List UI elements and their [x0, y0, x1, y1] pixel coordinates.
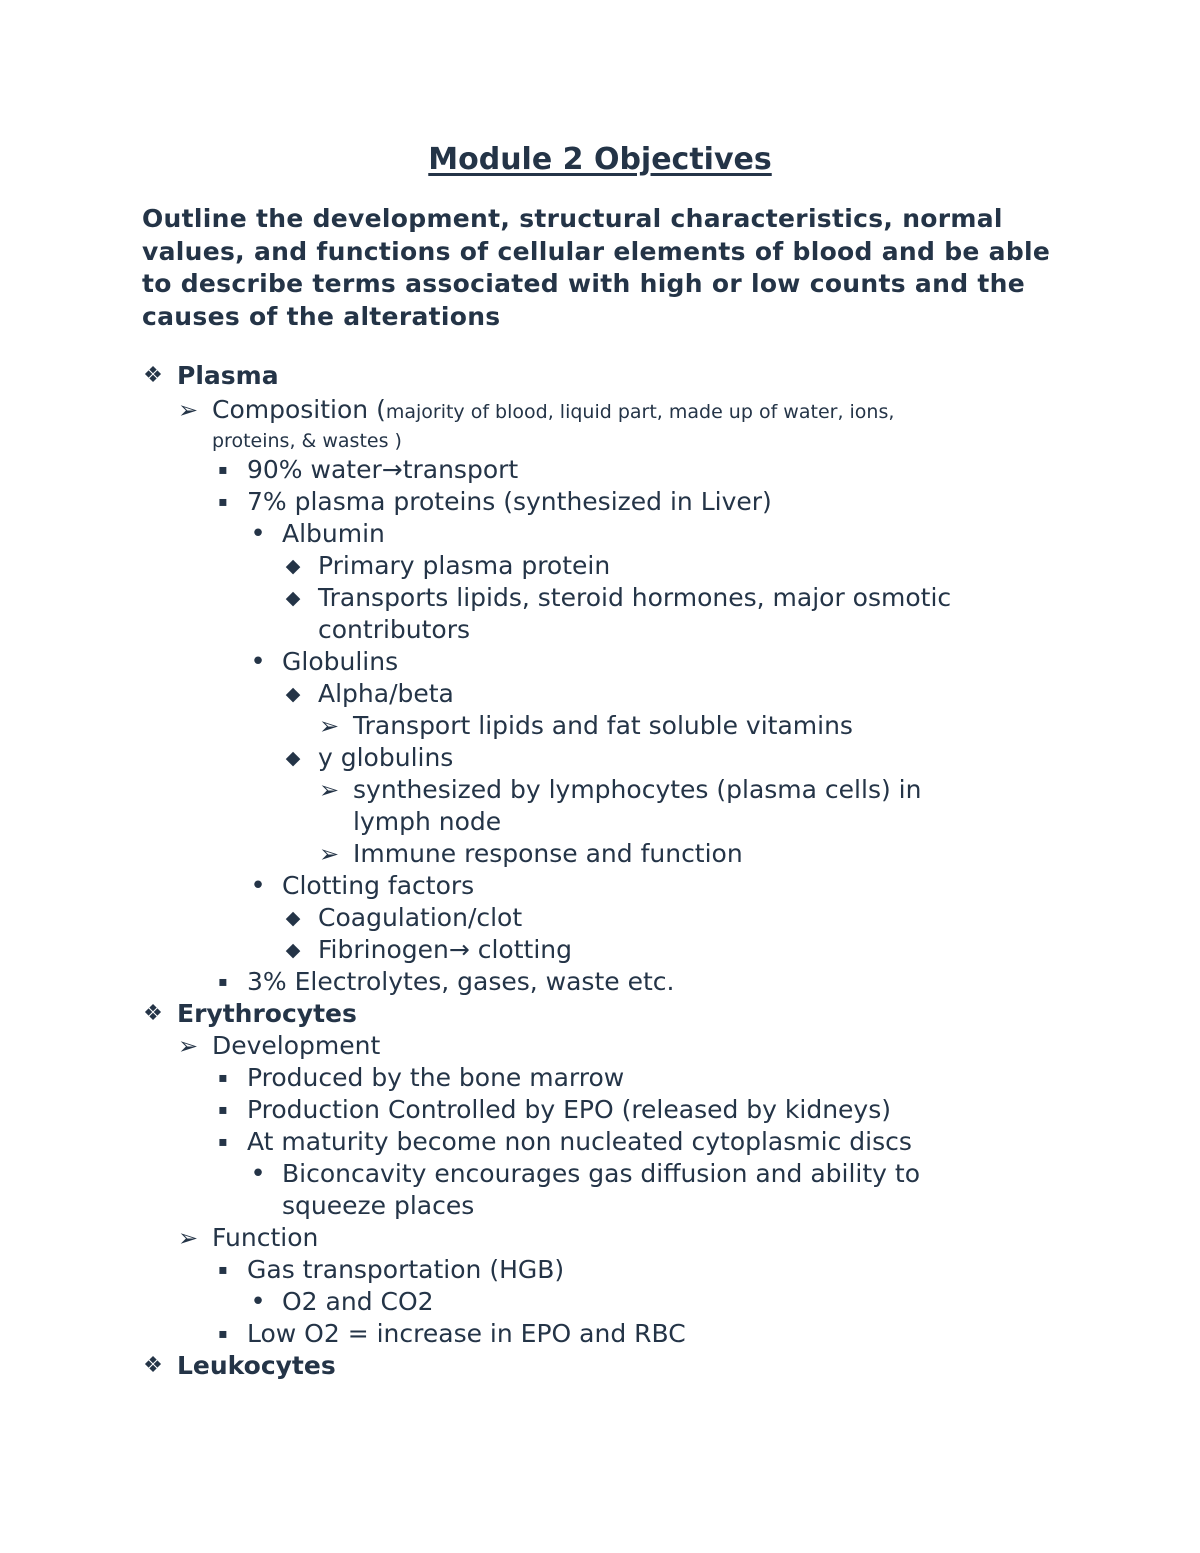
heading-label: Plasma: [177, 361, 279, 390]
list-item-development: [0, 1030, 1200, 1062]
list-item-text: 7% plasma proteins (synthesized in Liver): [247, 487, 772, 516]
list-item-text: Production Controlled by EPO (released by kidneys): [247, 1095, 892, 1124]
arrowhead-bullet-icon: ➢: [177, 1032, 199, 1060]
list-item-text: Coagulation/clot: [318, 903, 523, 932]
list-item-primary-plasma-protein: [0, 550, 1200, 582]
square-bullet-icon: ▪: [218, 1262, 228, 1278]
square-bullet-icon: ▪: [218, 1070, 228, 1086]
list-item-alpha-beta: [0, 678, 1200, 710]
square-bullet-icon: ▪: [218, 1102, 228, 1118]
list-item-synthesized-by-lymphocytes: [0, 774, 1200, 838]
list-item-text: Function: [212, 1223, 319, 1252]
list-item-transports-lipids: [0, 582, 1200, 646]
list-item-fibrinogen: [0, 934, 1200, 966]
square-bullet-icon: ▪: [218, 494, 228, 510]
list-item-electrolytes: [0, 966, 1200, 998]
diamond-bullet-icon: ◆: [285, 683, 301, 705]
list-item-bone-marrow: [0, 1062, 1200, 1094]
list-item-y-globulins: [0, 742, 1200, 774]
dot-bullet-icon: •: [250, 1159, 266, 1189]
list-item-coagulation: [0, 902, 1200, 934]
arrowhead-bullet-icon: ➢: [318, 840, 340, 868]
list-item-text: Albumin: [282, 519, 385, 548]
dot-bullet-icon: •: [250, 519, 266, 549]
list-item-immune-response: [0, 838, 1200, 870]
list-item-text: At maturity become non nucleated cytoplasmic discs: [247, 1127, 912, 1156]
outline-list: [0, 360, 1200, 1382]
list-item-plasma-proteins: [0, 486, 1200, 518]
list-item-text: Immune response and function: [353, 839, 743, 868]
list-item-globulins: [0, 646, 1200, 678]
list-item-text: Produced by the bone marrow: [247, 1063, 625, 1092]
list-item-text: Gas transportation (HGB): [247, 1255, 565, 1284]
list-item-gas-transportation: [0, 1254, 1200, 1286]
arrowhead-bullet-icon: ➢: [177, 1224, 199, 1252]
list-item-text: Biconcavity encourages gas diffusion and ability to squeeze places: [282, 1159, 921, 1220]
list-item-text: Development: [212, 1031, 381, 1060]
page-title: Module 2 Objectives: [428, 142, 772, 177]
arrowhead-bullet-icon: ➢: [177, 396, 199, 424]
square-bullet-icon: ▪: [218, 974, 228, 990]
diamond-bullet-icon: ◆: [285, 555, 301, 577]
list-item-text: Alpha/beta: [318, 679, 454, 708]
outline-heading-plasma: [0, 360, 1200, 392]
list-item-text: Fibrinogen→ clotting: [318, 935, 572, 964]
list-item-text: Clotting factors: [282, 871, 475, 900]
list-item-text: 3% Electrolytes, gases, waste etc.: [247, 967, 675, 996]
heading-label: Erythrocytes: [177, 999, 357, 1028]
list-item-low-o2: [0, 1318, 1200, 1350]
list-item-text: O2 and CO2: [282, 1287, 434, 1316]
list-item-clotting-factors: [0, 870, 1200, 902]
composition-text: [0, 394, 972, 454]
list-item-text: y globulins: [318, 743, 454, 772]
list-item-text: synthesized by lymphocytes (plasma cells) in lymph node: [353, 775, 922, 836]
list-item-albumin: [0, 518, 1200, 550]
list-item-water: [0, 454, 1200, 486]
dot-bullet-icon: •: [250, 871, 266, 901]
square-bullet-icon: ▪: [218, 462, 228, 478]
dot-bullet-icon: •: [250, 647, 266, 677]
square-bullet-icon: ▪: [218, 1326, 228, 1342]
list-item-composition: [0, 394, 1200, 454]
diamond-bullet-icon: ◆: [285, 747, 301, 769]
arrowhead-bullet-icon: ➢: [318, 712, 340, 740]
list-item-maturity: [0, 1126, 1200, 1158]
composition-note-continued: proteins, & wastes ): [212, 430, 402, 452]
arrowhead-bullet-icon: ➢: [318, 776, 340, 804]
objective-paragraph: Outline the development, structural characteristics, normal values, and functions of cellular elements of blood and be able to describe terms associated with high or low counts and the causes of the alterations: [142, 204, 1051, 331]
diamond-bullet-icon: ◆: [285, 939, 301, 961]
list-item-text: Transports lipids, steroid hormones, major osmotic contributors: [318, 583, 952, 644]
square-bullet-icon: ▪: [218, 1134, 228, 1150]
list-item-o2-co2: [0, 1286, 1200, 1318]
list-item-function: [0, 1222, 1200, 1254]
diamond-bullet-icon: ❖: [143, 1001, 163, 1026]
dot-bullet-icon: •: [250, 1287, 266, 1317]
list-item-text: Low O2 = increase in EPO and RBC: [247, 1319, 686, 1348]
heading-label: Leukocytes: [177, 1351, 336, 1380]
diamond-bullet-icon: ◆: [285, 587, 301, 609]
diamond-bullet-icon: ❖: [143, 1353, 163, 1378]
composition-label: Composition (: [212, 395, 386, 424]
list-item-biconcavity: [0, 1158, 1200, 1222]
list-item-epo-control: [0, 1094, 1200, 1126]
list-item-text: Transport lipids and fat soluble vitamins: [353, 711, 853, 740]
diamond-bullet-icon: ❖: [143, 363, 163, 388]
outline-heading-leukocytes: [0, 1350, 1200, 1382]
list-item-transport-lipids-vitamins: [0, 710, 1200, 742]
diamond-bullet-icon: ◆: [285, 907, 301, 929]
list-item-text: 90% water→transport: [247, 455, 519, 484]
composition-note: majority of blood, liquid part, made up of water, ions,: [385, 401, 895, 423]
list-item-text: Globulins: [282, 647, 399, 676]
list-item-text: Primary plasma protein: [318, 551, 611, 580]
outline-heading-erythrocytes: [0, 998, 1200, 1030]
